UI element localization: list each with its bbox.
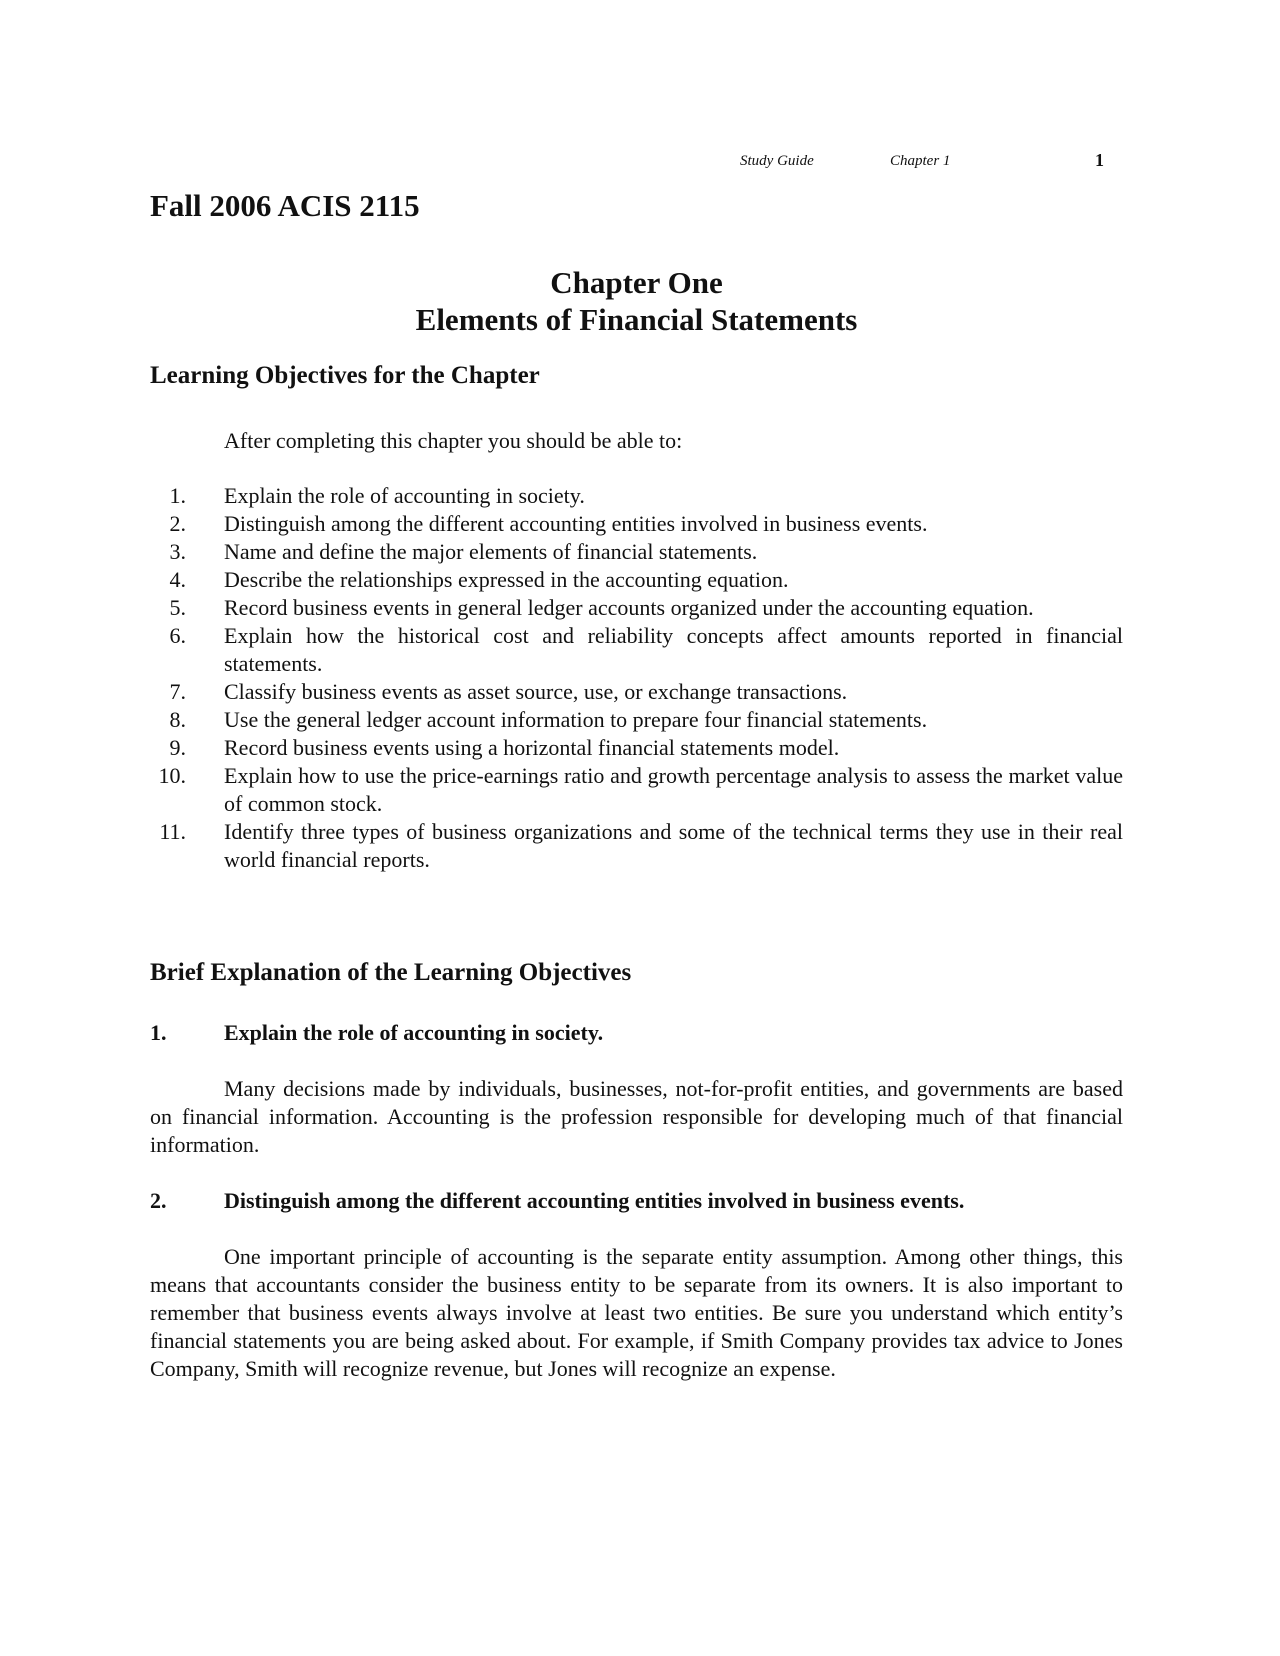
- objective-number: 5.: [169, 595, 186, 620]
- list-item: [150, 706, 1123, 734]
- list-item: [150, 818, 1123, 874]
- header-chapter-label: Chapter 1: [890, 153, 951, 169]
- objective-text: Classify business events as asset source, use, or exchange transactions.: [224, 679, 848, 704]
- objective-number: 3.: [169, 539, 186, 564]
- list-item: [150, 594, 1123, 622]
- list-item: [150, 678, 1123, 706]
- objective-number: 6.: [169, 623, 186, 648]
- brief-explanation-heading: Brief Explanation of the Learning Objectives: [150, 959, 632, 986]
- explanation-1-paragraph: Many decisions made by individuals, businesses, not-for-profit entities, and governments are based on financial information. Accounting is the profession responsible for developing much of that financial information.: [150, 1076, 1123, 1157]
- explanation-title: Explain the role of accounting in society.: [224, 1020, 604, 1045]
- explanation-2-paragraph: One important principle of accounting is the separate entity assumption. Among other things, this means that accountants consider the business entity to be separate from its owners. It is also important to remember that business events always involve at least two entities. Be sure you understand which entity’s financial statements you are being asked about. For example, if Smith Company provides tax advice to Jones Company, Smith will recognize revenue, but Jones will recognize an expense.: [150, 1244, 1123, 1381]
- objective-text: Identify three types of business organizations and some of the technical terms they use in their real world financial reports.: [224, 819, 1123, 872]
- explanation-2-heading: [150, 1187, 1123, 1215]
- chapter-subtitle: Elements of Financial Statements: [415, 302, 858, 337]
- explanation-1-heading: [150, 1019, 1123, 1047]
- list-item: [150, 622, 1123, 678]
- objective-text: Explain how the historical cost and reliability concepts affect amounts reported in financial statements.: [224, 623, 1123, 676]
- list-item: [150, 482, 1123, 510]
- chapter-number-title: Chapter One: [550, 265, 723, 300]
- header-guide-label: Study Guide: [740, 153, 814, 169]
- objective-text: Distinguish among the different accounting entities involved in business events.: [224, 511, 928, 536]
- objective-text: Describe the relationships expressed in the accounting equation.: [224, 567, 789, 592]
- objective-number: 2.: [169, 511, 186, 536]
- objective-text: Explain how to use the price-earnings ratio and growth percentage analysis to assess the market value of common stock.: [224, 763, 1123, 816]
- learning-objectives-heading: Learning Objectives for the Chapter: [150, 362, 540, 389]
- objective-text: Explain the role of accounting in society.: [224, 483, 585, 508]
- list-item: [150, 538, 1123, 566]
- objective-text: Use the general ledger account information to prepare four financial statements.: [224, 707, 928, 732]
- objective-text: Name and define the major elements of financial statements.: [224, 539, 758, 564]
- page-number: 1: [1095, 150, 1104, 170]
- course-title: Fall 2006 ACIS 2115: [150, 188, 420, 223]
- objective-number: 1.: [169, 483, 186, 508]
- explanation-number: 2.: [150, 1188, 167, 1213]
- explanation-number: 1.: [150, 1020, 167, 1045]
- objective-number: 9.: [169, 735, 186, 760]
- objective-number: 7.: [169, 679, 186, 704]
- objective-text: Record business events in general ledger accounts organized under the accounting equation.: [224, 595, 1034, 620]
- list-item: [150, 510, 1123, 538]
- objective-number: 8.: [169, 707, 186, 732]
- list-item: [150, 566, 1123, 594]
- objective-number: 11.: [159, 819, 186, 844]
- chapter-heading: [150, 264, 1123, 338]
- objectives-intro: After completing this chapter you should be able to:: [224, 428, 683, 453]
- objectives-list: [150, 482, 1123, 874]
- list-item: [150, 762, 1123, 818]
- objective-text: Record business events using a horizontal financial statements model.: [224, 735, 840, 760]
- list-item: [150, 734, 1123, 762]
- objective-number: 4.: [169, 567, 186, 592]
- objective-number: 10.: [158, 763, 186, 788]
- explanation-title: Distinguish among the different accounting entities involved in business events.: [224, 1188, 965, 1213]
